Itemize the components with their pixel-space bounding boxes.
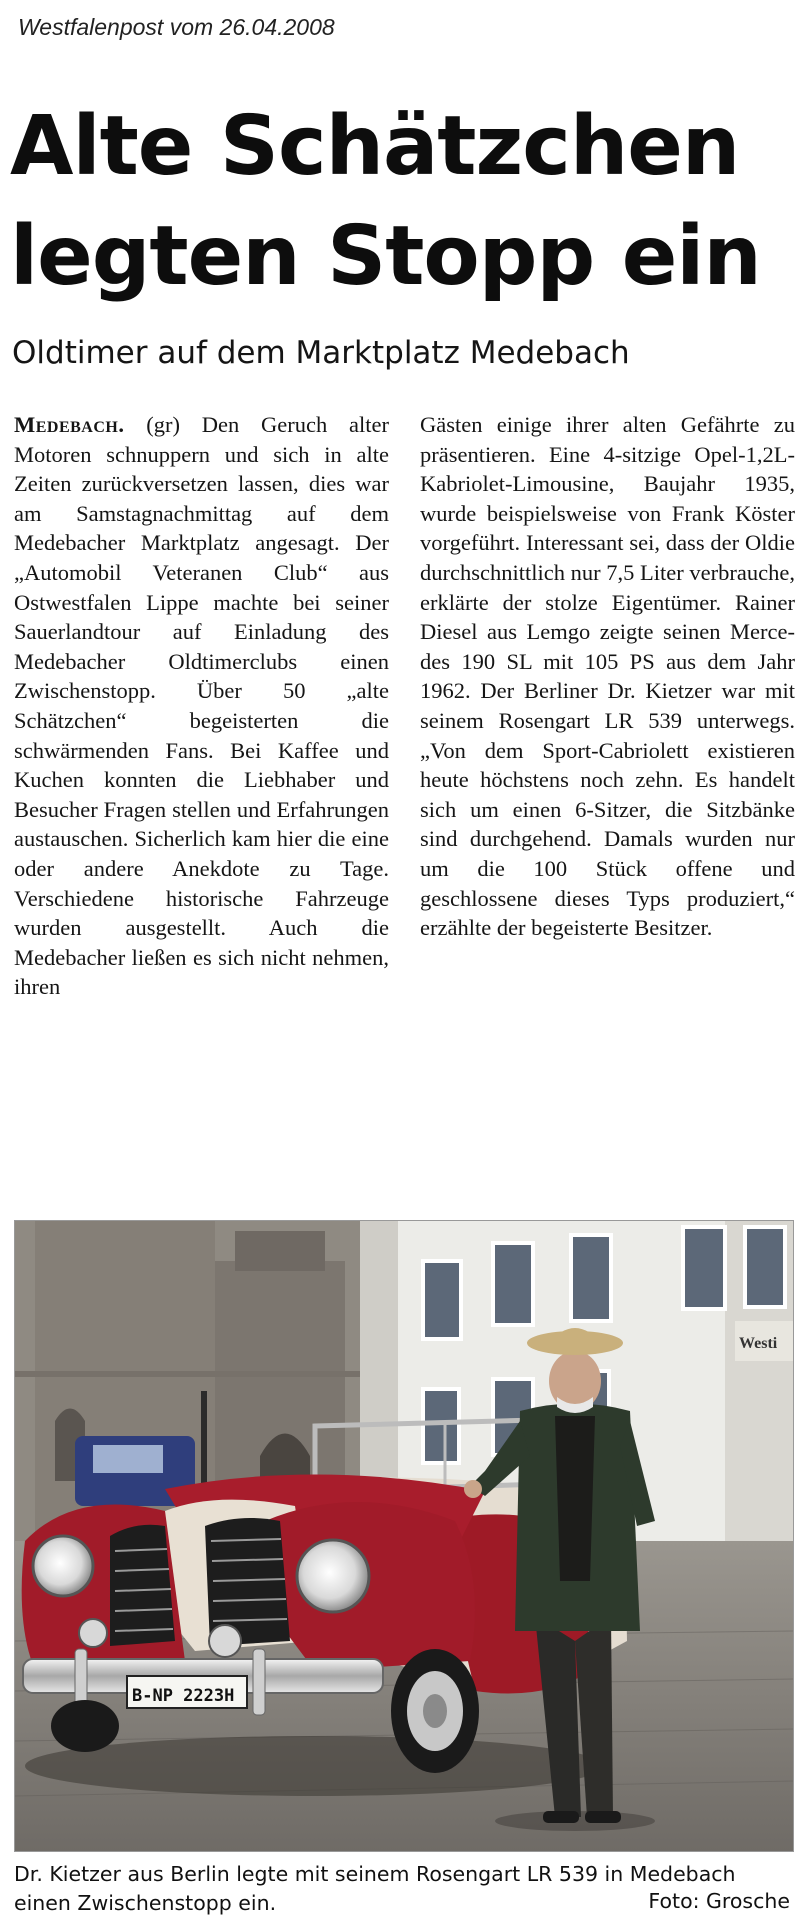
photo-illustration	[15, 1221, 793, 1851]
dateline: Medebach.	[14, 412, 125, 437]
headline-line-1: Alte Schätzchen	[10, 99, 740, 194]
article-text-right: Gästen einige ihrer alten Gefährte zu präsentieren. Eine 4-sitzige Opel-1,2L-Kabriolet-Limousine, Baujahr 1935, wurde beispielsweise von Frank Köster vorgeführt. Interessant sei, dass der Oldie durchschnittlich nur 7,5 Liter verbrauche, erklärte der stolze Eigentümer. Rainer Diesel aus Lemgo zeigte seinen Mercedes 190 SL mit 105 PS aus dem Jahr 1962. Der Berliner Dr. Kietzer war mit seinem Rosengart LR 539 unterwegs. „Von dem Sport-Cabriolett existieren heute höchstens noch zehn. Es handelt sich um einen 6-Sitzer, die Sitzbänke sind durchgehend. Damals wurden nur um die 100 Stück offene und geschlossene dieses Typs produziert,“ erzählte der begeisterte Besitzer.	[420, 412, 795, 941]
article-photo	[14, 1220, 794, 1852]
photo-caption: Dr. Kietzer aus Berlin legte mit seinem Rosengart LR 539 in Medebach einen Zwischenstopp ein.	[14, 1862, 736, 1915]
article-text-left: (gr) Den Geruch alter Motoren schnuppern und sich in alte Zeiten zurückversetzen lassen, dies war am Samstagnachmittag auf dem Medebacher Marktplatz angesagt. Der „Automobil Veteranen Club“ aus Ostwestfalen Lippe machte bei seiner Sauerlandtour auf Einladung des Medebacher Oldtimerclubs einen Zwischenstopp. Über 50 „alte Schätzchen“ begeisterten die schwärmenden Fans. Bei Kaffee und Kuchen konnten die Liebhaber und Besucher Fragen stellen und Erfahrungen austauschen. Sicherlich kam hier die eine oder andere Anekdote zu Tage. Verschiedene historische Fahrzeuge wurden ausgestellt. Auch die Medebacher ließen es sich nicht nehmen, ihren	[14, 412, 389, 1000]
article-column-left	[14, 410, 389, 1002]
headline	[10, 92, 790, 312]
headline-line-2: legten Stopp ein	[10, 209, 761, 304]
article-column-right	[420, 410, 795, 943]
source-line: Westfalenpost vom 26.04.2008	[18, 14, 335, 40]
photo-credit: Foto: Grosche	[648, 1889, 790, 1913]
license-plate: B-NP 2223H	[132, 1686, 235, 1706]
building-sign: Westi	[739, 1335, 778, 1352]
subheadline: Oldtimer auf dem Marktplatz Medebach	[12, 335, 630, 371]
